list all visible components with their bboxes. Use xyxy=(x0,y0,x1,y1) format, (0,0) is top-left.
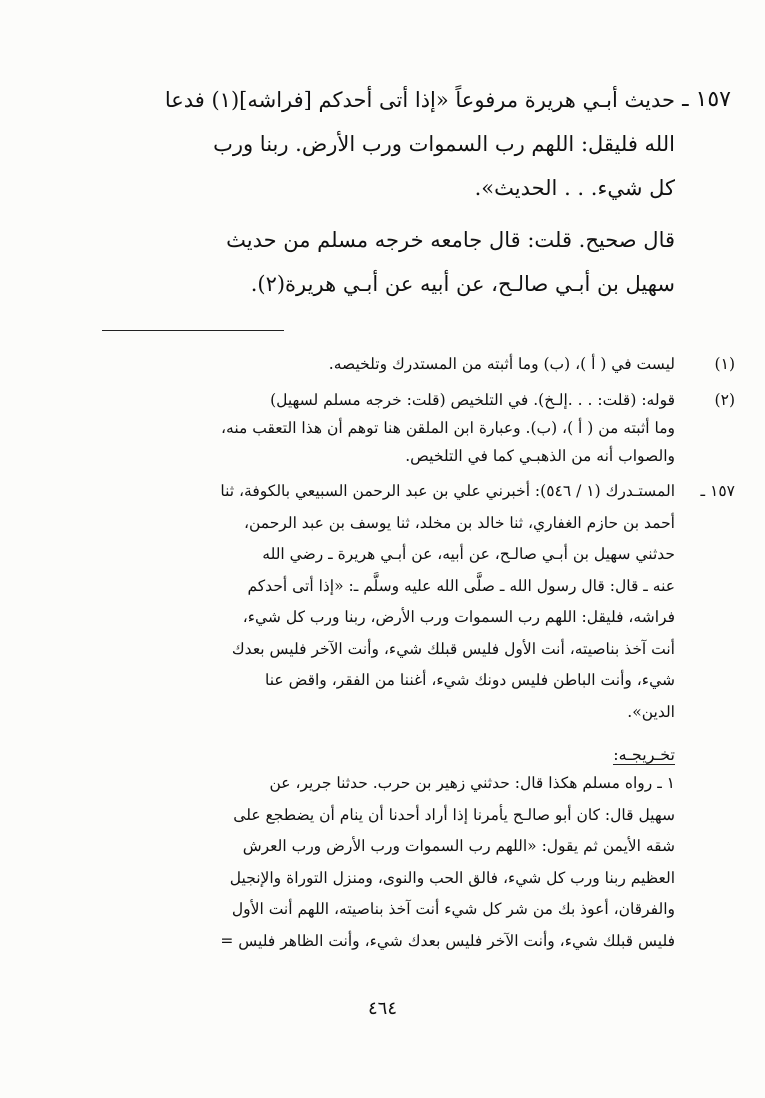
ruling-line: سهيل بن أبـي صالـح، عن أبيه عن أبـي هريرة(٢). xyxy=(250,272,675,296)
hadith-entry xyxy=(110,78,731,122)
takhrij-line: العظيم ربنا ورب كل شيء، فالق الحب والنوى، ومنزل التوراة والإنجيل xyxy=(229,868,675,887)
mustadrak-line: المستـدرك (١ / ٥٤٦): أخبرني علي بن عبد الرحمن السبيعي بالكوفة، ثنا xyxy=(220,482,675,500)
mustadrak-line: حدثني سهيل بن أبـي صالـح، عن أبيه، عن أبـي هريرة ـ رضي الله xyxy=(262,545,675,563)
mustadrak-line: الدين». xyxy=(627,702,675,721)
footnote-1 xyxy=(75,350,735,378)
mustadrak-marker: ١٥٧ ـ xyxy=(700,482,735,500)
footnote-line: ليست في ( أ )، (ب) وما أثبته من المستدرك وتلخيصه. xyxy=(328,355,675,373)
footnote-marker: (١) xyxy=(714,355,735,373)
mustadrak-line: شيء، وأنت الباطن فليس دونك شيء، أغننا من الفقر، واقض عنا xyxy=(265,671,675,689)
hadith-line: حديث أبـي هريرة مرفوعاً «إذا أتى أحدكم [فراشه](١) فدعا xyxy=(164,88,675,112)
hadith-block xyxy=(110,78,731,306)
mustadrak-line: عنه ـ قال: قال رسول الله ـ صلَّى الله عليه وسلَّم ـ: «إذا أتى أحدكم xyxy=(247,576,675,595)
footnote-line: وما أثبته من ( أ )، (ب). وعبارة ابن الملقن هنا توهم أن هذا التعقب منه، xyxy=(221,419,675,437)
takhrij-heading-text: تخـريجـه: xyxy=(613,745,675,764)
takhrij-line: والفرقان، أعوذ بك من شر كل شيء أنت آخذ بناصيته، اللهم أنت الأول xyxy=(231,900,675,918)
mustadrak-line: فراشه، فليقل: اللهم رب السموات ورب الأرض، ربنا ورب كل شيء، xyxy=(242,608,675,626)
takhrij-block xyxy=(75,768,675,957)
hadith-line: الله فليقل: اللهم رب السموات ورب الأرض. ربنا ورب xyxy=(213,132,675,156)
mustadrak-note xyxy=(75,476,735,728)
hadith-line: كل شيء. . . الحديث». xyxy=(474,176,675,200)
takhrij-line: شقه الأيمن ثم يقول: «اللهم رب السموات ورب الأرض ورب العرش xyxy=(242,837,675,855)
footnotes-area xyxy=(75,350,735,957)
footnote-separator xyxy=(102,330,284,331)
page-number: ٤٦٤ xyxy=(367,998,397,1019)
hadith-number: ١٥٧ ـ xyxy=(682,87,731,112)
takhrij-line: فليس قبلك شيء، وأنت الآخر فليس بعدك شيء، وأنت الظاهر فليس = xyxy=(220,931,675,950)
footnote-line: والصواب أنه من الذهبـي كما في التلخيص. xyxy=(405,447,675,465)
footnote-marker: (٢) xyxy=(714,391,735,409)
takhrij-line: ١ ـ رواه مسلم هكذا قال: حدثني زهير بن حرب. حدثنا جرير، عن xyxy=(269,774,675,792)
takhrij-line: سهيل قال: كان أبو صالـح يأمرنا إذا أراد أحدنا أن ينام أن يضطجع على xyxy=(233,805,675,824)
ruling-line: قال صحيح. قلت: قال جامعه خرجه مسلم من حديث xyxy=(226,228,675,252)
mustadrak-line: أحمد بن حازم الغفاري، ثنا خالد بن مخلد، ثنا يوسف بن عبد الرحمن، xyxy=(243,513,675,532)
mustadrak-line: أنت آخذ بناصيته، أنت الأول فليس قبلك شيء، وأنت الآخر فليس بعدك xyxy=(231,639,675,658)
footnote-line: قوله: (قلت: . . .إلـخ). في التلخيص (قلت: خرجه مسلم لسهيل) xyxy=(270,391,675,409)
takhrij-heading xyxy=(613,742,675,768)
footnote-2 xyxy=(75,386,735,470)
